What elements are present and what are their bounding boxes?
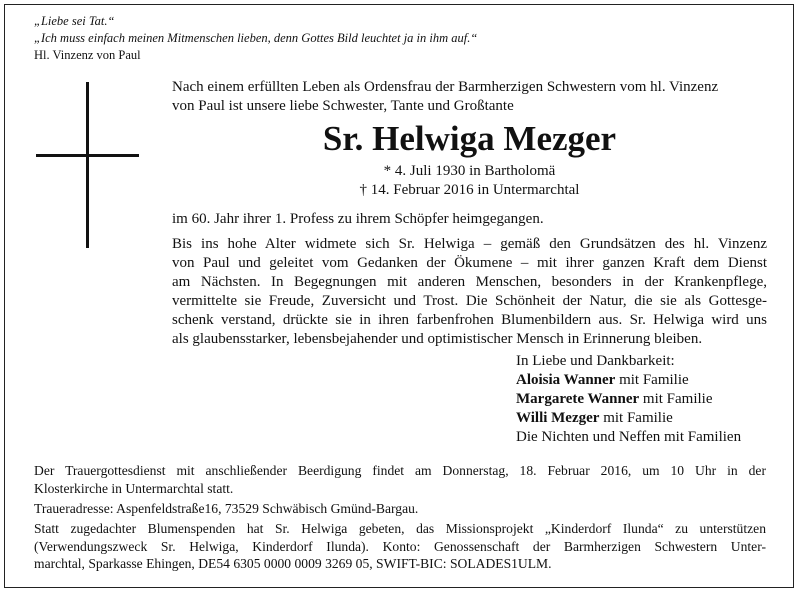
address-line: Traueradresse: Aspenfeldstraße16, 73529 Schwäbisch Gmünd-Bargau.: [34, 501, 419, 516]
birth-date: * 4. Juli 1930 in Bartholomä: [383, 163, 556, 179]
funeral-info: [34, 462, 766, 497]
donation-line-1: Statt zugedachter Blumenspenden hat Sr. Helwiga gebeten, das Missionsprojekt „Kinderdorf Ilunda“ zu unterstützen: [34, 521, 766, 536]
mourner-name: Margarete Wanner: [516, 391, 640, 407]
mourners-block: [516, 352, 741, 447]
mourner-suffix: mit Familie: [615, 372, 689, 388]
tribute-line: Bis ins hohe Alter widmete sich Sr. Helwiga – gemäß den Grundsätzen des hl. Vinzenz: [172, 236, 767, 252]
mourner-entry: [516, 371, 741, 390]
mourner-suffix: mit Familie: [639, 391, 713, 407]
cross-horizontal-bar: [36, 154, 139, 157]
mourning-address: [34, 500, 766, 518]
tribute-line: schenk verstand, drückte sie in ihren farbenfrohen Blumenbildern aus. Sr. Helwiga wird uns: [172, 312, 767, 328]
profess-line: im 60. Jahr ihrer 1. Profess zu ihrem Schöpfer heimgegangen.: [172, 211, 544, 227]
mourner-suffix: mit Familie: [599, 410, 673, 426]
mourner-entry: [516, 409, 741, 428]
mourner-entry: [516, 390, 741, 409]
donation-info: [34, 520, 766, 573]
intro-line-2: von Paul ist unsere liebe Schwester, Tante und Großtante: [172, 98, 514, 114]
mourner-name: Willi Mezger: [516, 410, 600, 426]
motto-quote-2: „Ich muss einfach meinen Mitmenschen lieben, denn Gottes Bild leuchtet ja in ihm auf.“: [34, 31, 478, 45]
mourners-last: Die Nichten und Neffen mit Familien: [516, 429, 742, 445]
intro-line-1: Nach einem erfüllten Leben als Ordensfrau der Barmherzigen Schwestern vom hl. Vinzenz: [172, 79, 719, 95]
motto-author: Hl. Vinzenz von Paul: [34, 48, 141, 62]
donation-line-2: (Verwendungszweck Sr. Helwiga, Kinderdorf Ilunda). Konto: Genossenschaft der Barmherzigen Schwestern Unter-: [34, 538, 766, 554]
tribute-paragraph: [172, 235, 767, 349]
deceased-name: Sr. Helwiga Mezger: [322, 119, 617, 158]
tribute-line: von Paul und geleitet vom Gedanken der Ökumene – mit ihrer ganzen Kraft dem Dienst: [172, 255, 767, 271]
tribute-line: am Nächsten. In Begegnungen mit anderen Menschen, besonders in der Krankenpflege,: [172, 274, 767, 290]
tribute-line: als glaubensstarker, lebensbejahender und optimistischer Mensch in Erinnerung bleiben.: [172, 331, 703, 347]
motto-quote-1: „Liebe sei Tat.“: [34, 14, 115, 28]
funeral-line-2: Klosterkirche in Untermarchtal statt.: [34, 480, 234, 496]
mourner-name: Aloisia Wanner: [516, 372, 616, 388]
death-date: † 14. Februar 2016 in Untermarchtal: [359, 182, 580, 198]
mourners-heading: In Liebe und Dankbarkeit:: [516, 353, 675, 369]
intro-text: [172, 78, 767, 116]
funeral-line-1: Der Trauergottesdienst mit anschließender Beerdigung findet am Donnerstag, 18. Februar 2016, um 10 Uhr in der: [34, 463, 766, 478]
motto: [34, 13, 477, 64]
life-dates: [172, 162, 767, 200]
tribute-line: vermittelte sie Freude, Zuversicht und Trost. Die Schönheit der Natur, die sie als Gottesge-: [172, 293, 767, 309]
donation-line-3: marchtal, Sparkasse Ehingen, DE54 6305 0000 0009 3269 05, SWIFT-BIC: SOLADES1ULM.: [34, 556, 552, 571]
cross-vertical-bar: [86, 82, 89, 248]
